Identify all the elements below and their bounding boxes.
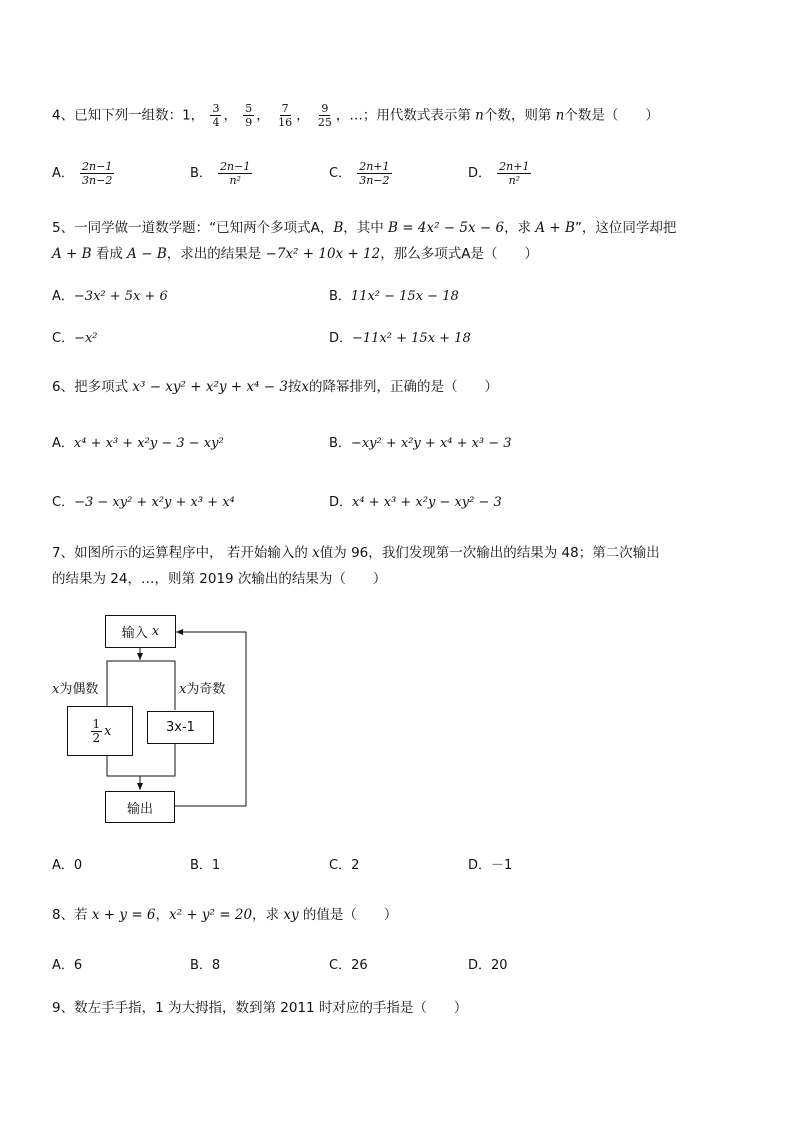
q7-text: 的结果为 24，…，则第 2019 次输出的结果为（ ） [52,571,387,587]
q5-option-d[interactable] [329,327,471,346]
q4-suffix-a: ，…；用代数式表示第 [335,107,476,124]
option-label: B． [190,166,212,181]
option-label: C． [329,166,352,181]
half-fraction: $\frac{1}{2}$ [92,716,101,745]
q6-text: 的降幂排列，正确的是（ ） [309,379,499,395]
option-fraction: $\frac{2n+1}{3n-2}$ [359,160,390,187]
q7-option-b[interactable] [190,854,220,873]
q8-expression: xy [283,907,299,923]
half-x-box [67,706,133,756]
q5-text: ，那么多项式A是（ ） [380,246,538,262]
branch-lines [107,661,175,710]
q5-text: ，其中 [343,220,389,236]
q8-text: 的值是（ ） [298,907,398,923]
option-text: 11x² − 15x − 18 [350,289,459,304]
q8-expression: x² + y² = 20 [169,907,253,923]
q5-expression: A + B [52,246,92,262]
q8-expression: x + y = 6 [91,907,156,923]
q4-suffix-c: 个数是（ ） [564,107,659,124]
option-text: 2 [351,858,360,873]
option-label: D． [329,331,353,346]
even-condition-label [52,678,98,697]
q7-option-a[interactable] [52,854,82,873]
option-text: 1 [211,858,221,873]
option-label: A． [52,858,74,873]
q6-text: 按 [287,379,302,395]
output-label: 输出 [126,801,153,817]
q6-option-d[interactable] [329,491,502,510]
question-5-line-1 [52,216,676,236]
q4-suffix-b: 个数，则第 [483,107,556,124]
odd-var: x [179,682,187,697]
option-label: C． [329,958,352,973]
q6-option-c[interactable] [52,491,235,510]
option-label: A． [52,958,74,973]
option-label: A． [52,436,74,451]
option-label: A． [52,166,74,181]
q4-seq-fraction: $\frac{3}{4}$ [212,102,220,129]
q7-var-x: x [312,545,320,561]
q6-option-a[interactable] [52,432,224,451]
q5-text: 看成 [91,246,128,262]
q4-var-n: n [555,107,565,124]
q8-text: ，求 [252,907,284,923]
q5-text: 5、一同学做一道数学题：“已知两个多项式A， [52,220,334,236]
option-label: A． [52,289,74,304]
q6-text: 6、把多项式 [52,379,133,395]
q4-option-d[interactable] [468,160,533,187]
option-label: C． [329,858,352,873]
question-7-line-1 [52,541,660,561]
q5-option-b[interactable] [329,285,459,304]
odd-operation: 3x-1 [166,720,195,735]
option-label: B． [329,436,351,451]
q5-expression: −7x² + 10x + 12 [265,246,381,262]
option-text: x⁴ + x³ + x²y − 3 − xy² [73,436,224,451]
option-text: 20 [491,958,508,973]
even-var: x [52,682,60,697]
q5-text: ”，这位同学却把 [574,220,677,236]
question-9 [52,996,467,1016]
option-text: －1 [491,858,513,873]
q4-seq-fraction: $\frac{9}{25}$ [317,102,332,129]
q8-text: 8、若 [52,907,92,923]
question-8 [52,903,397,923]
option-text: 6 [73,958,83,973]
q5-option-c[interactable] [52,327,98,346]
q8-option-b[interactable] [190,954,220,973]
q8-option-d[interactable] [468,954,508,973]
q7-text: 值为 96，我们发现第一次输出的结果为 48；第二次输出 [319,545,660,561]
odd-text: 为奇数 [186,682,226,697]
option-label: B． [190,958,212,973]
option-text: 0 [73,858,83,873]
q5-text: ，求出的结果是 [166,246,266,262]
option-text: 26 [351,958,368,973]
option-text: x⁴ + x³ + x²y − xy² − 3 [352,495,502,510]
q9-text: 9、数左手手指，1 为大拇指，数到第 2011 时对应的手指是（ ） [52,1000,468,1016]
q4-prefix: 4、已知下列一组数：1， [52,107,205,124]
question-6 [52,375,498,395]
option-fraction: $\frac{2n+1}{\text{n²}}$ [499,160,530,187]
q4-option-b[interactable] [190,160,254,187]
q5-option-a[interactable] [52,285,168,304]
option-label: D． [329,495,353,510]
q5-text: ，求 [504,220,536,236]
odd-condition-label [179,678,225,697]
q5-expression: B = 4x² − 5x − 6 [388,220,505,236]
option-label: C． [52,495,75,510]
q6-var-x: x [301,379,310,395]
question-7-line-2 [52,567,386,587]
option-text: −3 − xy² + x²y + x³ + x⁴ [74,495,235,510]
even-text: 为偶数 [59,682,99,697]
output-box [105,791,175,823]
q6-expression: x³ − xy² + x²y + x⁴ − 3 [132,379,288,395]
q7-option-c[interactable] [329,854,359,873]
option-text: −x² [74,331,98,346]
option-fraction: $\frac{2n-1}{3n-2}$ [82,160,113,187]
option-text: −3x² + 5x + 6 [73,289,168,304]
q4-seq-fraction: $\frac{5}{9}$ [245,102,253,129]
question-5-line-2 [52,242,538,262]
option-fraction: $\frac{2n-1}{\text{n²}}$ [220,160,251,187]
q4-option-c[interactable] [329,160,394,187]
q4-var-n: n [475,107,484,124]
q4-option-a[interactable] [52,160,116,187]
q6-option-b[interactable] [329,432,512,451]
q5-expression: A + B [535,220,575,236]
option-label: D． [468,958,492,973]
option-label: D． [468,858,492,873]
input-label: 输入 [121,626,148,641]
q7-text: 7、如图所示的运算程序中， 若开始输入的 [52,545,313,561]
q5-expression: A − B [127,246,167,262]
question-4: 4、已知下列一组数：1， $\frac{3}{4}$ ， $\frac{5}{9}$ ， $\frac{7}{16}$ ， $\frac{9}{25}$ ，…；用代数式表示第 n个数，则第 n个数是（ ） [52,102,659,129]
input-var: x [151,624,160,639]
q8-option-a[interactable] [52,954,82,973]
option-text: −xy² + x²y + x⁴ + x³ − 3 [350,436,512,451]
option-label: B． [329,289,351,304]
q8-text: ， [155,907,170,923]
q4-seq-fraction: $\frac{7}{16}$ [278,102,293,129]
input-box [105,615,176,648]
half-var: x [104,723,112,739]
option-label: D． [468,166,492,181]
q8-option-c[interactable] [329,954,368,973]
q5-var-b: B [333,220,344,236]
flowchart [50,612,250,827]
option-label: B． [190,858,212,873]
q7-option-d[interactable] [468,854,512,873]
option-text: 8 [211,958,221,973]
option-text: −11x² + 15x + 18 [352,331,471,346]
option-label: C． [52,331,75,346]
three-x-minus-one-box [147,711,214,744]
